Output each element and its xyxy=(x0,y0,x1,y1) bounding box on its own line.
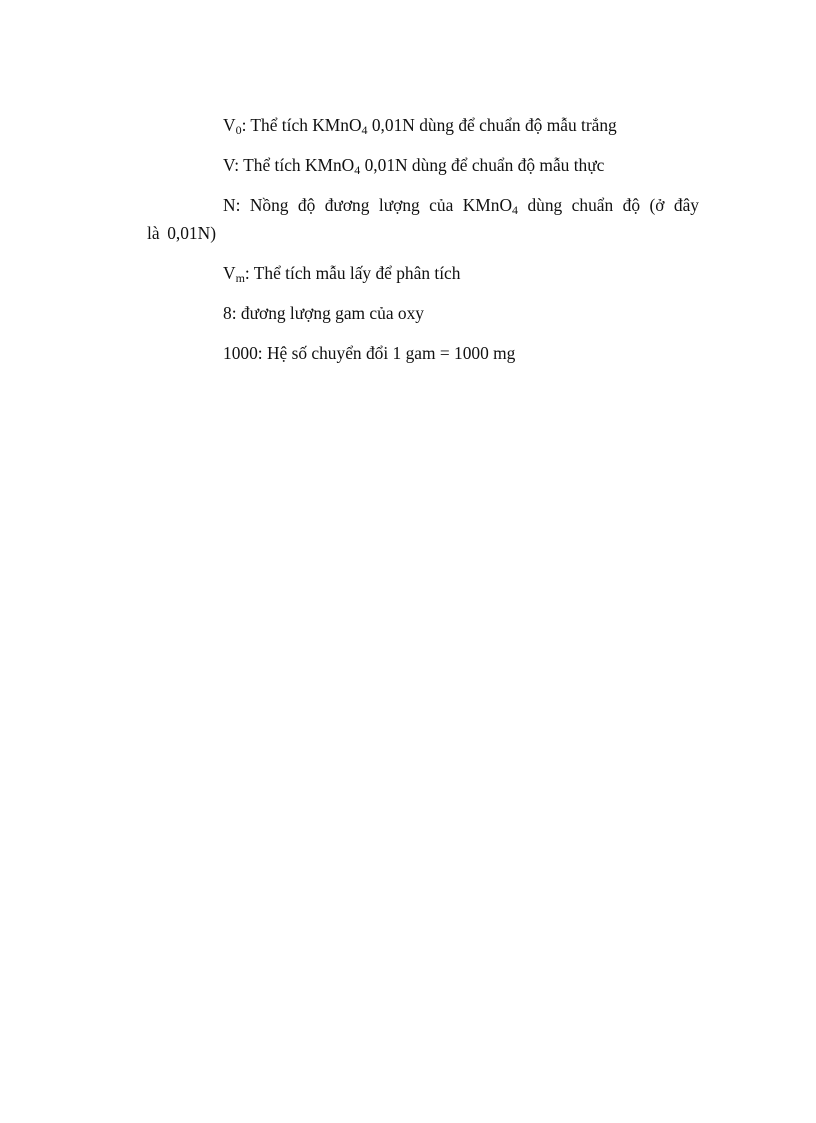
definitions-list xyxy=(147,111,737,379)
subscript: 4 xyxy=(361,123,368,137)
definition-n xyxy=(147,191,699,247)
symbol: V xyxy=(223,263,236,283)
definition-text: : Thể tích KMnO xyxy=(234,155,355,175)
symbol: V xyxy=(223,155,235,175)
definition-text: 8: đương lượng gam của oxy xyxy=(223,303,424,323)
subscript: 0 xyxy=(235,123,242,137)
symbol: V xyxy=(223,115,236,135)
definition-text: dùng chuẩn độ (ở đây là 0,01N) xyxy=(147,195,699,243)
definition-v xyxy=(185,151,737,179)
definition-8 xyxy=(185,299,737,327)
definition-vm xyxy=(185,259,737,287)
definition-text: 0,01N dùng để chuẩn độ mẫu trắng xyxy=(367,115,617,135)
subscript: 4 xyxy=(512,203,519,217)
definition-v0 xyxy=(185,111,737,139)
definition-text: : Thể tích mẫu lấy để phân tích xyxy=(244,263,461,283)
symbol: N xyxy=(223,195,236,215)
definition-text: : Thể tích KMnO xyxy=(241,115,362,135)
definition-text: 0,01N dùng để chuẩn độ mẫu thực xyxy=(360,155,605,175)
definition-text: : Nồng độ đương lượng của KMnO xyxy=(235,195,513,215)
definition-1000 xyxy=(185,339,737,367)
subscript: m xyxy=(235,271,245,285)
subscript: 4 xyxy=(354,163,361,177)
definition-text: 1000: Hệ số chuyển đổi 1 gam = 1000 mg xyxy=(223,343,516,363)
